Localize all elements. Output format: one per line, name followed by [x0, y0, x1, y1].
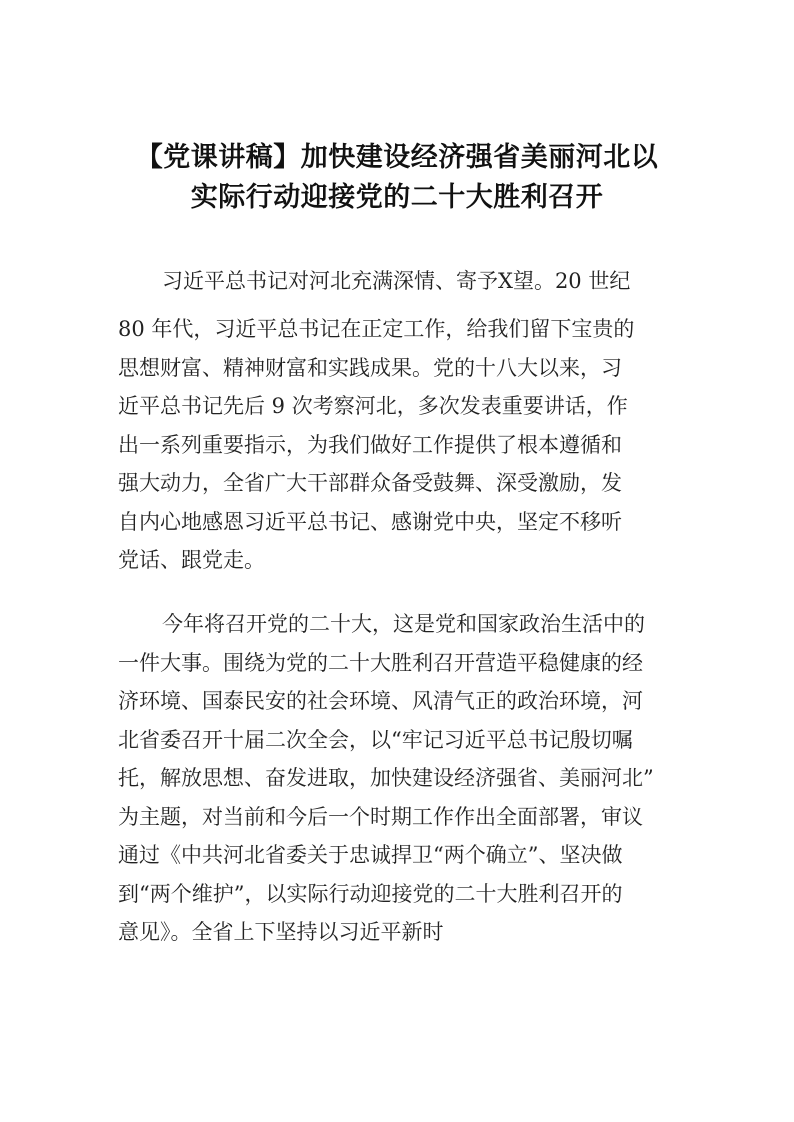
- paragraph-line: 习近平总书记对河北充满深情、寄予X望。20 世纪: [162, 269, 631, 293]
- paragraph-line: 强大动力，全省广大干部群众备受鼓舞、深受激励，发: [118, 471, 622, 495]
- paragraph-2: [118, 605, 688, 952]
- title-line-2: 实际行动迎接党的二十大胜利召开: [190, 182, 604, 213]
- paragraph-line: 意见》。全省上下坚持以习近平新时: [118, 920, 444, 944]
- paragraph-line: 为主题，对当前和今后一个时期工作作出全面部署，审议: [118, 804, 643, 829]
- paragraph-line: 通过《中共河北省委关于忠诚捍卫“两个确立”、坚决做: [118, 843, 623, 867]
- paragraph-1: [118, 262, 688, 580]
- paragraph-line: 到“两个维护”，以实际行动迎接党的二十大胜利召开的: [118, 881, 623, 906]
- paragraph-line: 一件大事。围绕为党的二十大胜利召开营造平稳健康的经: [118, 650, 643, 675]
- title-line-1: 【党课讲稿】加快建设经济强省美丽河北以: [135, 142, 659, 173]
- paragraph-line: 出一系列重要指示，为我们做好工作提供了根本遵循和: [118, 432, 622, 457]
- paragraph-line: 思想财富、精神财富和实践成果。党的十八大以来，习: [118, 355, 622, 380]
- paragraph-line: 托，解放思想、奋发进取，加快建设经济强省、美丽河北”: [118, 766, 654, 790]
- paragraph-line: 北省委召开十届二次全会，以“牢记习近平总书记殷切嘱: [118, 727, 633, 752]
- document-title: [100, 138, 694, 218]
- paragraph-line: 近平总书记先后 9 次考察河北，多次发表重要讲话，作: [118, 394, 628, 418]
- paragraph-line: 今年将召开党的二十大，这是党和国家政治生活中的: [162, 612, 645, 636]
- paragraph-line: 自内心地感恩习近平总书记、感谢党中央，坚定不移听: [118, 509, 622, 534]
- paragraph-line: 济环境、国泰民安的社会环境、风清气正的政治环境，河: [118, 689, 643, 713]
- paragraph-line: 80 年代，习近平总书记在正定工作，给我们留下宝贵的: [118, 317, 635, 341]
- paragraph-line: 党话、跟党走。: [118, 548, 265, 572]
